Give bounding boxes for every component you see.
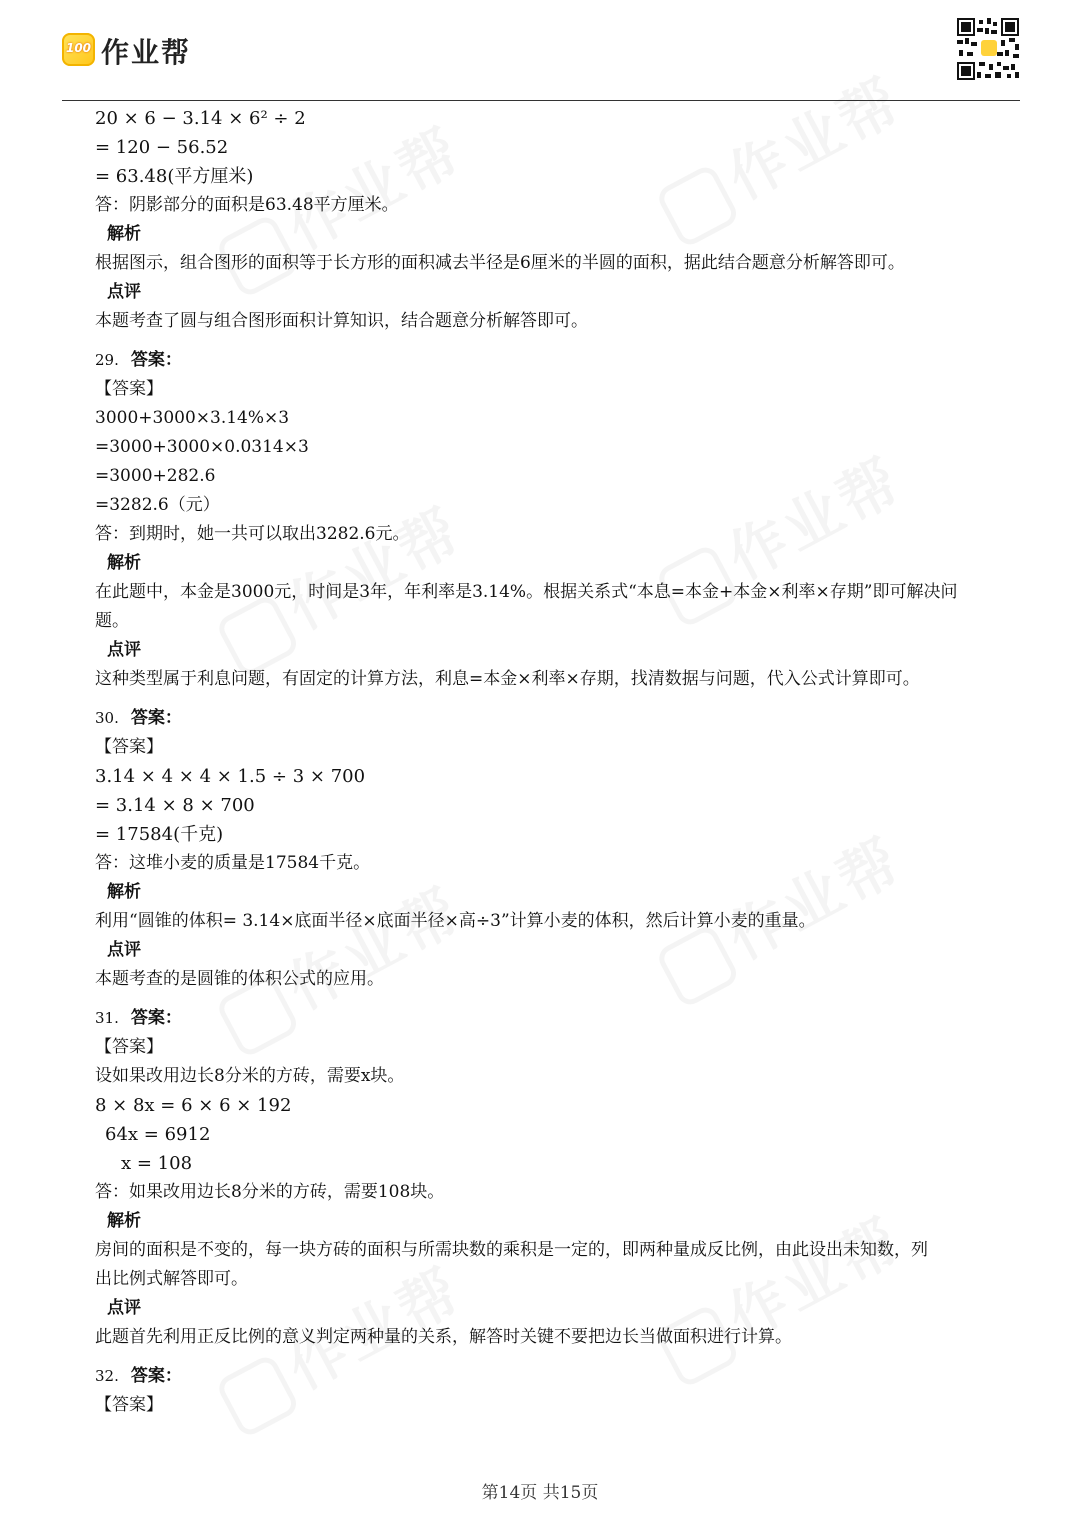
- question-heading: [95, 1004, 1030, 1033]
- answer-label: 答案：: [130, 1366, 182, 1386]
- text-line: 出比例式解答即可。: [95, 1269, 248, 1289]
- answer-label: 答案：: [130, 350, 182, 370]
- text-line: 设如果改用边长8分米的方砖，需要x块。: [95, 1066, 405, 1086]
- text-line: 题。: [95, 611, 129, 631]
- math-line: = 3.14 × 8 × 700: [95, 795, 255, 816]
- section-heading: 解析: [107, 553, 141, 573]
- section-heading: 解析: [107, 224, 141, 244]
- section-heading: 点评: [107, 282, 141, 302]
- logo-icon: [62, 33, 95, 66]
- text-line: 本题考查的是圆锥的体积公式的应用。: [95, 969, 384, 989]
- question-number: 29.: [95, 351, 119, 369]
- answer-content: [95, 104, 1030, 1420]
- section-heading: 点评: [107, 1298, 141, 1318]
- section-heading: 解析: [107, 1211, 141, 1231]
- text-line: =3000+282.6: [95, 466, 216, 486]
- logo-text: 作业帮: [101, 36, 192, 69]
- text-line: 【答案】: [95, 379, 163, 399]
- math-line: 20 × 6 − 3.14 × 6² ÷ 2: [95, 108, 306, 129]
- page-header: [0, 0, 1080, 102]
- math-line: 3.14 × 4 × 4 × 1.5 ÷ 3 × 700: [95, 766, 366, 787]
- answer-label: 答案：: [130, 708, 182, 728]
- question-number: 30.: [95, 709, 119, 727]
- text-line: 这种类型属于利息问题，有固定的计算方法，利息=本金×利率×存期，找清数据与问题，代入公式计算即可。: [95, 669, 920, 689]
- text-line: 在此题中，本金是3000元，时间是3年，年利率是3.14%。根据关系式“本息=本金+本金×利率×存期”即可解决问: [95, 582, 958, 602]
- text-line: 答：这堆小麦的质量是17584千克。: [95, 853, 371, 873]
- math-line: = 120 − 56.52: [95, 137, 229, 158]
- math-line: 64x = 6912: [105, 1124, 211, 1145]
- section-heading: 点评: [107, 940, 141, 960]
- section-heading: 点评: [107, 640, 141, 660]
- math-line: 8 × 8x = 6 × 6 × 192: [95, 1095, 292, 1116]
- section-heading: 解析: [107, 882, 141, 902]
- math-line: = 63.48(平方厘米): [95, 166, 254, 187]
- text-line: 房间的面积是不变的，每一块方砖的面积与所需块数的乘积是一定的，即两种量成反比例，由此设出未知数，列: [95, 1240, 928, 1260]
- text-line: 根据图示，组合图形的面积等于长方形的面积减去半径是6厘米的半圆的面积，据此结合题意分析解答即可。: [95, 253, 905, 273]
- question-number: 32.: [95, 1367, 119, 1385]
- question-heading: [95, 1362, 1030, 1391]
- logo-badge-text: 100: [65, 41, 92, 55]
- text-line: 【答案】: [95, 1395, 163, 1415]
- page-number: 第14页 共15页: [481, 1483, 599, 1503]
- text-line: 本题考查了圆与组合图形面积计算知识，结合题意分析解答即可。: [95, 311, 588, 331]
- answer-label: 答案：: [130, 1008, 182, 1028]
- text-line: =3000+3000×0.0314×3: [95, 437, 309, 457]
- math-line: = 17584(千克): [95, 824, 224, 845]
- text-line: 3000+3000×3.14%×3: [95, 408, 290, 428]
- question-number: 31.: [95, 1009, 119, 1027]
- text-line: 答：阴影部分的面积是63.48平方厘米。: [95, 195, 399, 215]
- text-line: 答：如果改用边长8分米的方砖，需要108块。: [95, 1182, 445, 1202]
- math-line: x = 108: [121, 1153, 193, 1174]
- text-line: 此题首先利用正反比例的意义判定两种量的关系，解答时关键不要把边长当做面积进行计算。: [95, 1327, 792, 1347]
- text-line: 【答案】: [95, 1037, 163, 1057]
- text-line: 【答案】: [95, 737, 163, 757]
- question-heading: [95, 704, 1030, 733]
- text-line: =3282.6（元）: [95, 495, 220, 515]
- text-line: 利用“圆锥的体积= 3.14×底面半径×底面半径×高÷3”计算小麦的体积，然后计算小麦的重量。: [95, 911, 816, 931]
- text-line: 答：到期时，她一共可以取出3282.6元。: [95, 524, 410, 544]
- question-heading: [95, 346, 1030, 375]
- qr-code-icon: [957, 18, 1019, 80]
- header-divider: [62, 100, 1020, 101]
